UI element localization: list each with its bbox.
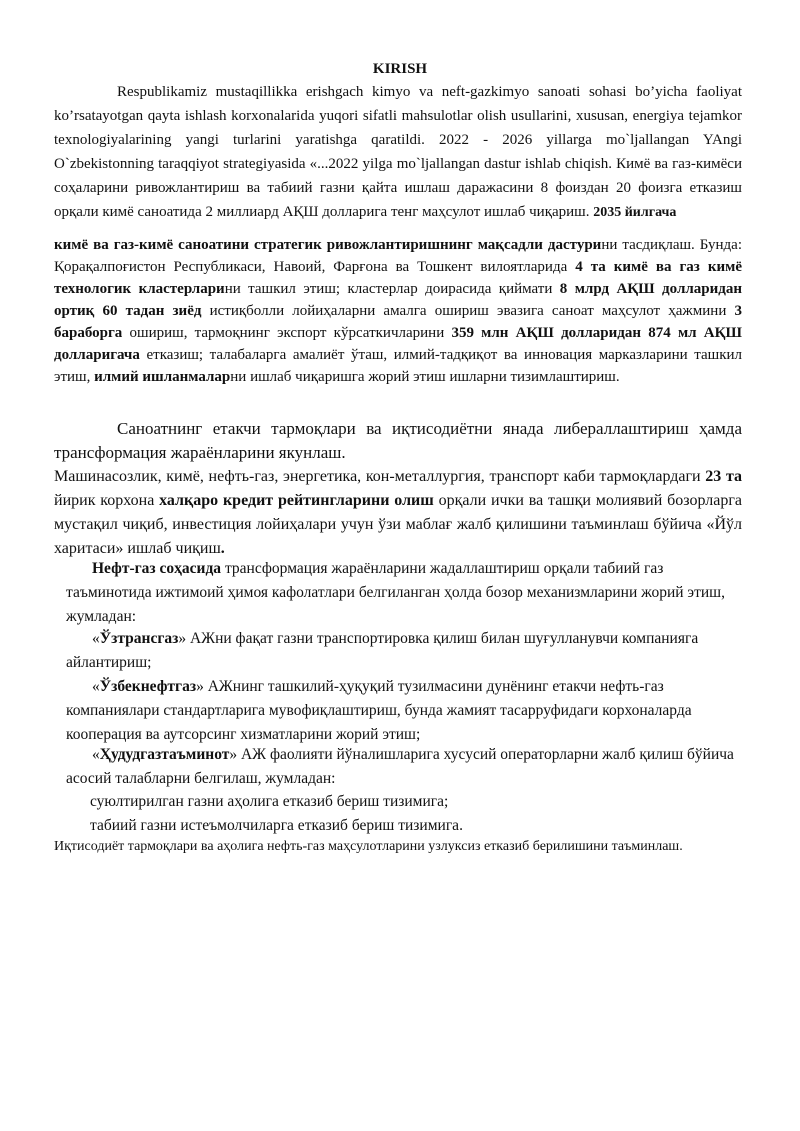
oil-gas-text: трансформация жараёнларини жадаллаштириш орқали табиий газ таъминотида ижтимоий ҳимоя кафолатлари белгиланган ҳолда бозор механизмларини жорий этиш, жумладан:: [66, 560, 725, 625]
paragraph-intro: [54, 80, 742, 225]
program-text-1: ни тасдиқлаш. Бунда: Қорақалпоғистон Республикаси, Навоий, Фарғона ва Тошкент вилоятларида: [54, 237, 742, 275]
paragraph-uztransgaz: [66, 627, 742, 675]
uztransgaz-text: » АЖни фақат газни транспортировка қилиш билан шуғулланувчи компанияга айлантириш;: [66, 630, 699, 671]
quote-open: «: [92, 678, 100, 695]
program-bold-3: 8 млрд АҚШ долларидан ортиқ 60 тадан зиёд: [54, 281, 742, 319]
paragraph-hududgaz: [66, 743, 742, 791]
ratings-bold-2: халқаро кредит рейтингларини олиш: [159, 492, 434, 509]
paragraph-intro-bold: 2035 йилгача: [593, 205, 677, 220]
paragraph-oil-gas: [66, 557, 742, 629]
page-title: KIRISH: [372, 61, 428, 77]
ratings-text-2: йирик корхона: [54, 492, 160, 509]
ratings-bold-1: 23 та: [705, 468, 742, 485]
program-bold-5: 359 млн АҚШ долларидан 874 мл АҚШ долларигача: [54, 325, 742, 363]
paragraph-uzbekneftgaz: [66, 675, 742, 747]
paragraph-supply: Иқтисодиёт тармоқлари ва аҳолига нефть-газ маҳсулотларини узлуксиз етказиб берилишини таъминлаш.: [54, 839, 683, 854]
uzbekneftgaz-text: » АЖнинг ташкилий-ҳуқуқий тузилмасини дунёнинг етакчи нефть-газ компаниялари стандартларига мувофиқлаштириш, бунда жамият тасарруфидаги корхоналарда кооперация ва аутсорсинг хизматларини жорий этиш;: [66, 678, 692, 743]
list-item-natural-gas: табиий газни истеъмолчиларга етказиб бериш тизимига.: [90, 817, 463, 834]
ratings-bold-3: .: [220, 540, 225, 557]
program-text-3: истиқболли лойиҳаларни амалга ошириш эвазига саноат маҳсулот ҳажмини: [201, 303, 735, 319]
quote-open: «: [92, 630, 100, 647]
paragraph-ratings: [54, 465, 742, 561]
program-text-6: ни ишлаб чиқаришга жорий этиш ишларни тизимлаштириш.: [230, 369, 620, 385]
program-bold-1: кимё ва газ-кимё саноатини стратегик ривожлантиришнинг мақсадли дастури: [54, 237, 602, 253]
list-item-liquefied-gas: суюлтирилган газни аҳолига етказиб бериш тизимига;: [90, 793, 449, 810]
paragraph-intro-text: Respublikamiz mustaqillikka erishgach kimyo va neft-gazkimyo sanoati sohasi bo’yicha faoliyat ko’rsatayotgan qayta ishlash korxonalarida yuqori sifatli mahsulotlar olish usullarini, xususan, energiya tejamkor texnologiyalarining yangi turlarini yaratishga qaratildi. 2022 - 2026 yillarga mo`ljallangan YAngi O`zbekistonning taraqqiyot strategiyasida «...2022 yilga mo`ljallangan dastur ishlab chiqish. Кимё ва газ-кимёси соҳаларини ривожлантириш ва табиий газни қайта ишлаш даражасини 8 фоиздан 20 фоизга етказиш орқали кимё саноатида 2 миллиард АҚШ долларига тенг маҳсулот ишлаб чиқариш.: [54, 84, 742, 220]
program-bold-6: илмий ишланмалар: [94, 369, 231, 385]
hududgaz-bold: Ҳудудгазтаъминот: [99, 746, 230, 763]
program-text-5: етказиш; талабаларга амалиёт ўташ, илмий-тадқиқот ва инновация марказларини ташкил этиш,: [54, 347, 742, 385]
program-text-2: ни ташкил этиш; кластерлар доирасида қиймати: [224, 281, 560, 297]
quote-open: «: [92, 746, 100, 763]
paragraph-industry: Саноатнинг етакчи тармоқлари ва иқтисодиётни янада либераллаштириш ҳамда трансформация жараёнларини якунлаш.: [54, 419, 742, 462]
program-text-4: ошириш, тармоқнинг экспорт кўрсаткичларини: [122, 325, 452, 341]
oil-gas-bold: Нефт-газ соҳасида: [92, 560, 222, 577]
ratings-text-1: Машинасозлик, кимё, нефть-газ, энергетика, кон-металлургия, транспорт каби тармоқлардаги: [54, 468, 706, 485]
uztransgaz-bold: Ўзтрансгаз: [99, 630, 179, 647]
program-bold-4: 3 бараборга: [54, 303, 742, 341]
uzbekneftgaz-bold: Ўзбекнефтгаз: [99, 678, 197, 695]
ratings-text-3: орқали ички ва ташқи молиявий бозорларга мустақил чиқиб, инвестиция лойиҳалари учун ўзи маблағ жалб қилишини таъминлаш бўйича «Йўл харитаси» ишлаб чиқиш: [54, 492, 742, 557]
paragraph-program: [54, 234, 742, 388]
program-bold-2: 4 та кимё ва газ кимё технологик кластерлари: [54, 259, 742, 297]
hududgaz-text: » АЖ фаолияти йўналишларига хусусий операторларни жалб қилиш бўйича асосий талабларни белгилаш, жумладан:: [66, 746, 734, 787]
